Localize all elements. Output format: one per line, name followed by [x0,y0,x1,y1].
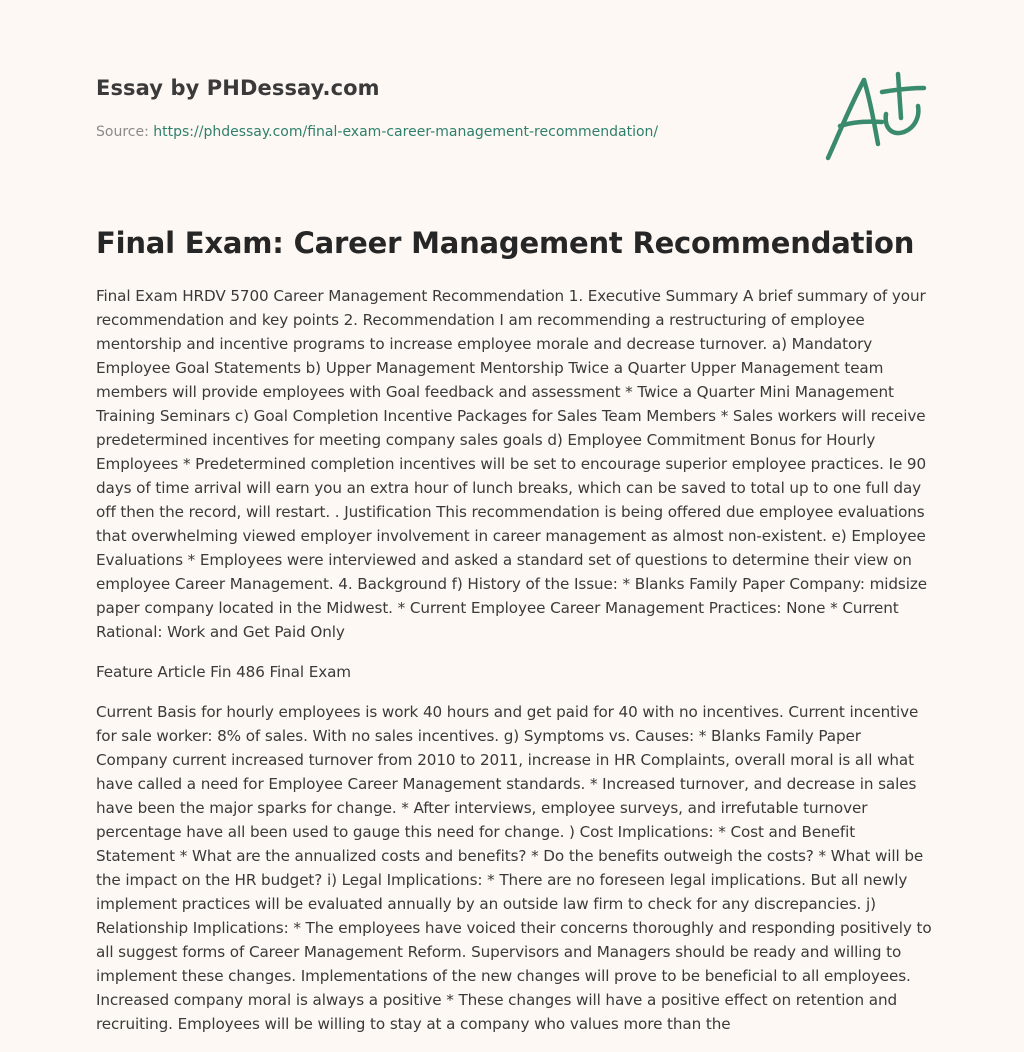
source-link[interactable]: https://phdessay.com/final-exam-career-management-recommendation/ [153,124,659,140]
source-line [96,124,658,140]
article-paragraph-3: Current Basis for hourly employees is work 40 hours and get paid for 40 with no incentives. Current incentive for sale worker: 8% of sales. With no sales incentives. g) Symptoms vs. Causes: * Blanks Family Paper Company current increased turnover from 2010 to 2011, increase in HR Complaints, overall moral is all what have called a need for Employee Career Management standards. * Increased turnover, and decrease in sales have been the major sparks for change. * After interviews, employee surveys, and irrefutable turnover percentage have all been used to gauge this need for change. ) Cost Implications: * Cost and Benefit Statement * What are the annualized costs and benefits? * Do the benefits outweigh the costs? * What will be the impact on the HR budget? i) Legal Implications: * There are no foreseen legal implications. But all newly implement practices will be evaluated annually by an outside law firm to check for any discrepancies. j) Relationship Implications: * The employees have voiced their concerns thoroughly and responding positively to all suggest forms of Career Management Reform. Supervisors and Managers should be ready and willing to implement these changes. Implementations of the new changes will prove to be beneficial to all employees. Increased company moral is always a positive * These changes will have a positive effect on retention and recruiting. Employees will be willing to stay at a company who values more than the [96,703,932,1033]
article-paragraph-1: Final Exam HRDV 5700 Career Management Recommendation 1. Executive Summary A brief summary of your recommendation and key points 2. Recommendation I am recommending a restructuring of employee mentorship and incentive programs to increase employee morale and decrease turnover. a) Mandatory Employee Goal Statements b) Upper Management Mentorship Twice a Quarter Upper Management team members will provide employees with Goal feedback and assessment * Twice a Quarter Mini Management Training Seminars c) Goal Completion Incentive Packages for Sales Team Members * Sales workers will receive predetermined incentives for meeting company sales goals d) Employee Commitment Bonus for Hourly Employees * Predetermined completion incentives will be set to encourage superior employee practices. Ie 90 days of time arrival will earn you an extra hour of lunch breaks, which can be saved to total up to one full day off then the record, will restart. . Justification This recommendation is being offered due employee evaluations that overwhelming viewed employer involvement in career management as almost non-existent. e) Employee Evaluations * Employees were interviewed and asked a standard set of questions to determine their view on employee Career Management. 4. Background f) History of the Issue: * Blanks Family Paper Company: midsize paper company located in the Midwest. * Current Employee Career Management Practices: None * Current Rational: Work and Get Paid Only [96,287,927,641]
source-label: Source: [96,124,154,140]
article-body [96,284,934,1052]
article-title: Final Exam: Career Management Recommendation [96,226,915,260]
a-plus-logo [820,66,930,166]
a-plus-logo-icon [820,66,930,166]
site-title: Essay by PHDessay.com [96,76,380,100]
page-header [96,0,928,200]
article-paragraph-2: Feature Article Fin 486 Final Exam [96,663,352,681]
